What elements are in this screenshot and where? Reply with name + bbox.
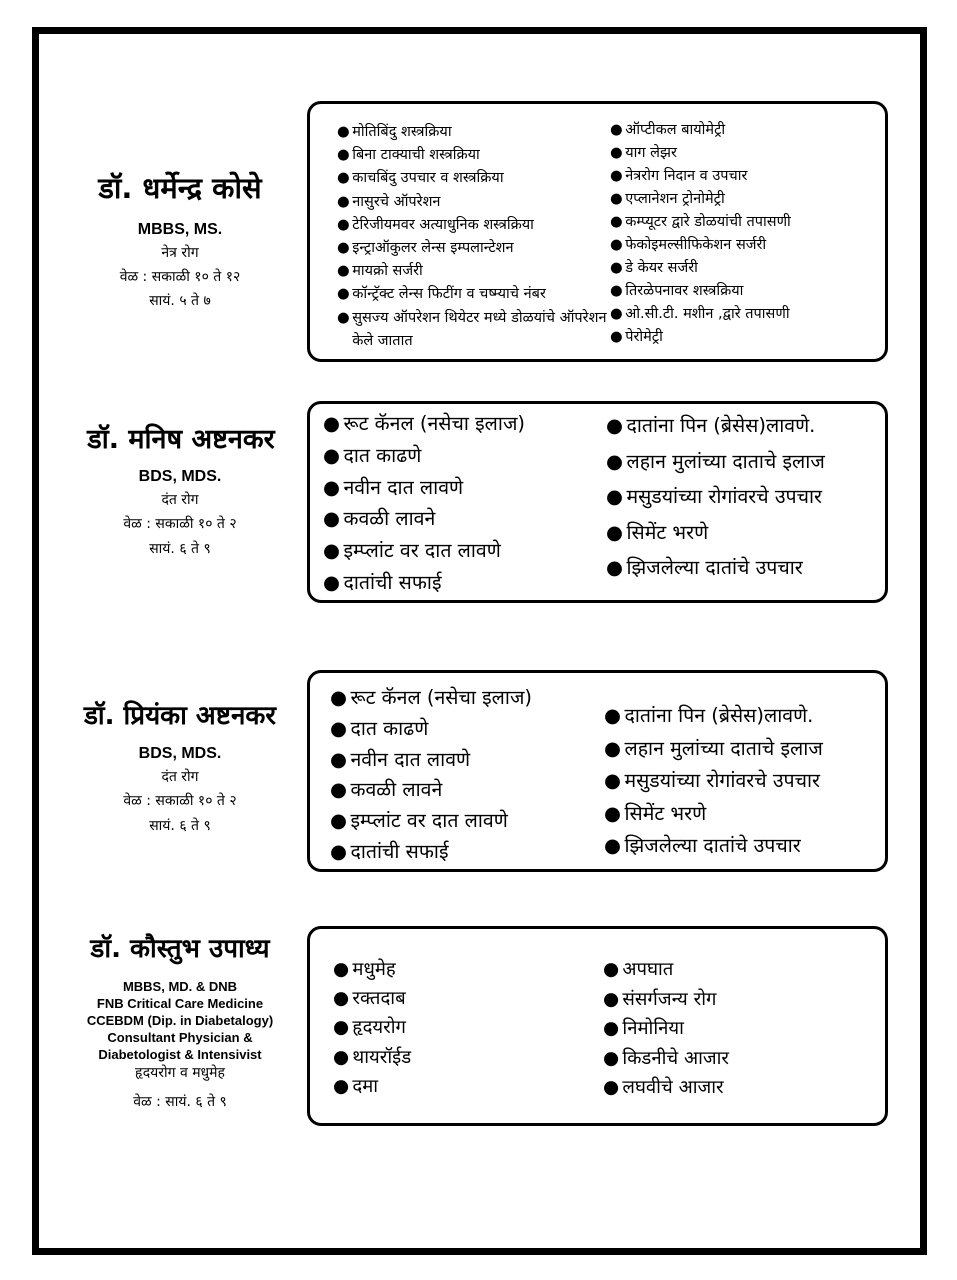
doctor-name: डॉ. प्रियंका अष्टनकर	[83, 701, 276, 731]
services-list-left	[337, 121, 607, 353]
service-item: ● ओ.सी.टी. मशीन ,द्वारे तपासणी	[610, 303, 880, 326]
services-list-right	[603, 955, 873, 1103]
service-item: ● पेरोमेट्री	[610, 326, 880, 349]
service-item: ● मसुडयांच्या रोगांवरचे उपचार	[604, 765, 884, 798]
service-item: ● सिमेंट भरणे	[606, 515, 886, 551]
doctor-specialty: दंत रोग	[161, 492, 199, 508]
service-item: ● कम्प्यूटर द्वारे डोळयांची तपासणी	[610, 211, 880, 234]
doctor-timing: वेळ : सायं. ६ ते ९	[133, 1094, 227, 1110]
service-item: ● रूट कॅनल (नसेचा इलाज)	[323, 408, 603, 440]
service-item: ● टेरिजीयमवर अत्याधुनिक शस्त्रक्रिया	[337, 214, 607, 237]
service-item: ● ऑप्टीकल बायोमेट्री	[610, 119, 880, 142]
service-item: ● दातांची सफाई	[330, 837, 605, 868]
service-item: ● इम्प्लांट वर दात लावणे	[323, 535, 603, 567]
service-item: ● दातांची सफाई	[323, 567, 603, 599]
services-list-right	[604, 700, 884, 863]
service-item: ● नेत्ररोग निदान व उपचार	[610, 165, 880, 188]
doctor-degree: BDS, MDS.	[138, 468, 222, 485]
service-item: ● लहान मुलांच्या दाताचे इलाज	[606, 444, 886, 480]
service-item: ● बिना टाक्याची शस्त्रक्रिया	[337, 144, 607, 167]
doctor-degree: MBBS, MD. & DNB	[122, 979, 238, 994]
doctor-degree: BDS, MDS.	[138, 745, 222, 762]
service-item: ● हृदयरोग	[333, 1013, 593, 1042]
doctor-specialty: हृदयरोग व मधुमेह	[135, 1065, 225, 1081]
service-item: ● सुसज्य ऑपरेशन थियेटर मध्ये डोळयांचे ऑपरेशन केले जातात	[337, 307, 607, 353]
service-item: ● दात काढणे	[323, 440, 603, 472]
service-item: ● इन्ट्राऑकुलर लेन्स इम्पलान्टेशन	[337, 237, 607, 260]
service-item: ● रूट कॅनल (नसेचा इलाज)	[330, 683, 605, 714]
services-list-right	[610, 119, 880, 349]
services-list-left	[323, 408, 603, 599]
doctor-diploma: CCEBDM (Dip. in Diabetalogy)	[86, 1013, 274, 1028]
services-list-left	[330, 683, 605, 868]
service-item: ● दातांना पिन (ब्रेसेस)लावणे.	[606, 408, 886, 444]
doctor-fellowship: FNB Critical Care Medicine	[96, 996, 264, 1011]
service-item: ● कॉन्ट्रॅक्ट लेन्स फिटींग व चष्म्याचे नंबर	[337, 283, 607, 306]
doctor-role: Consultant Physician &	[107, 1030, 253, 1045]
service-item: ● तिरळेपनावर शस्त्रक्रिया	[610, 280, 880, 303]
service-item: ● काचबिंदु उपचार व शस्त्रक्रिया	[337, 167, 607, 190]
service-item: ● दमा	[333, 1072, 593, 1101]
service-item: ● रक्तदाब	[333, 984, 593, 1013]
service-item: ● दातांना पिन (ब्रेसेस)लावणे.	[604, 700, 884, 733]
doctor-degree: MBBS, MS.	[137, 221, 223, 238]
service-item: ● मसुडयांच्या रोगांवरचे उपचार	[606, 479, 886, 515]
service-item: ● फेकोइमल्सीफिकेशन सर्जरी	[610, 234, 880, 257]
doctor-timing-morning: वेळ : सकाळी १० ते २	[123, 793, 237, 809]
doctor-timing-morning: वेळ : सकाळी १० ते १२	[119, 269, 241, 285]
doctor-name: डॉ. धर्मेन्द्र कोसे	[98, 171, 262, 205]
service-item: ● अपघात	[603, 955, 873, 985]
service-item: ● डे केयर सर्जरी	[610, 257, 880, 280]
service-item: ● झिजलेल्या दातांचे उपचार	[604, 830, 884, 863]
service-item: ● झिजलेल्या दातांचे उपचार	[606, 550, 886, 586]
service-item: ● मायक्रो सर्जरी	[337, 260, 607, 283]
doctor-timing-evening: सायं. ६ ते ९	[149, 541, 211, 557]
doctor-timing-morning: वेळ : सकाळी १० ते २	[123, 516, 237, 532]
service-item: ● एप्लानेशन ट्रोनोमेट्री	[610, 188, 880, 211]
service-item: ● नासुरचे ऑपरेशन	[337, 191, 607, 214]
service-item: ● लहान मुलांच्या दाताचे इलाज	[604, 733, 884, 766]
services-list-left	[333, 955, 593, 1101]
service-item: ● थायरॉईड	[333, 1043, 593, 1072]
doctor-name: डॉ. मनिष अष्टनकर	[87, 424, 275, 455]
service-item: ● संसर्गजन्य रोग	[603, 985, 873, 1015]
service-item: ● निमोनिया	[603, 1014, 873, 1044]
service-item: ● कवळी लावने	[330, 775, 605, 806]
service-item: ● नवीन दात लावणे	[330, 745, 605, 776]
service-item: ● सिमेंट भरणे	[604, 798, 884, 831]
service-item: ● नवीन दात लावणे	[323, 472, 603, 504]
doctor-timing-evening: सायं. ५ ते ७	[149, 293, 211, 309]
doctor-specialty: दंत रोग	[161, 769, 199, 785]
service-item: ● लघवीचे आजार	[603, 1073, 873, 1103]
service-item: ● याग लेझर	[610, 142, 880, 165]
service-item: ● दात काढणे	[330, 714, 605, 745]
doctor-specialty: नेत्र रोग	[161, 245, 199, 261]
service-item: ● इम्प्लांट वर दात लावणे	[330, 806, 605, 837]
service-item: ● मोतिबिंदु शस्त्रक्रिया	[337, 121, 607, 144]
doctor-timing-evening: सायं. ६ ते ९	[149, 818, 211, 834]
doctor-name: डॉ. कौस्तुभ उपाध्य	[90, 934, 270, 964]
service-item: ● कवळी लावने	[323, 503, 603, 535]
service-item: ● किडनीचे आजार	[603, 1044, 873, 1074]
doctor-role-2: Diabetologist & Intensivist	[98, 1047, 262, 1062]
service-item: ● मधुमेह	[333, 955, 593, 984]
services-list-right	[606, 408, 886, 586]
